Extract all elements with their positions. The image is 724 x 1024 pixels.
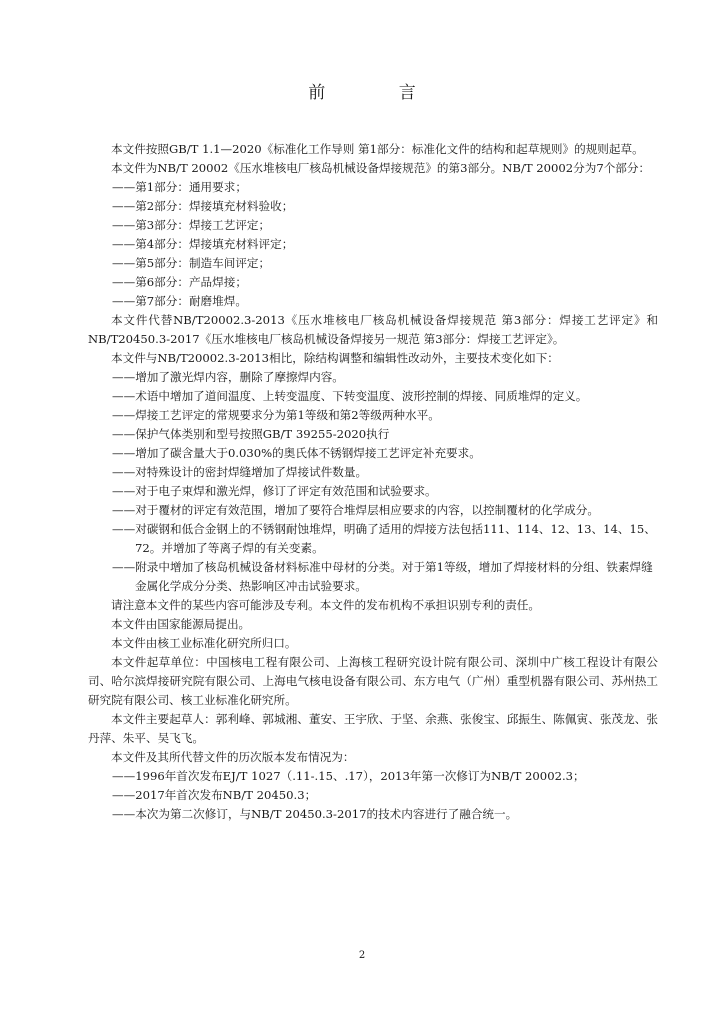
paragraph: 本文件由国家能源局提出。 — [111, 617, 251, 631]
list-item: ——第6部分：产品焊接； — [112, 275, 247, 289]
list-item: ——本次为第二次修订，与NB/T 20450.3-2017的技术内容进行了融合统一。 — [112, 807, 518, 821]
paragraph: 本文件主要起草人：郭利峰、郭城湘、董安、王宇欣、于坚、余燕、张俊宝、邱振生、陈佩寅、张茂龙、张丹萍、朱平、吴飞飞。 — [88, 712, 658, 745]
list-item: ——第3部分：焊接工艺评定； — [112, 218, 271, 232]
list-item: ——增加了激光焊内容，删除了摩擦焊内容。 — [112, 370, 344, 384]
list-item: ——第7部分：耐磨堆焊。 — [112, 294, 247, 308]
list-item: ——第1部分：通用要求； — [112, 180, 247, 194]
list-item: ——2017年首次发布NB/T 20450.3； — [112, 788, 317, 802]
list-item: ——焊接工艺评定的常规要求分为第1等级和第2等级两种水平。 — [112, 408, 440, 422]
list-item: ——保护气体类别和型号按照GB/T 39255-2020执行 — [112, 427, 390, 441]
paragraph: 本文件及其所代替文件的历次版本发布情况为： — [111, 750, 355, 764]
paragraph: 本文件与NB/T20002.3-2013相比，除结构调整和编辑性改动外，主要技术变化如下： — [111, 351, 559, 365]
paragraph: 本文件按照GB/T 1.1—2020《标准化工作导则 第1部分：标准化文件的结构和起草规则》的规则起草。 — [111, 142, 644, 156]
list-item: ——对碳钢和低合金钢上的不锈钢耐蚀堆焊，明确了适用的焊接方法包括111、114、12、13、14、15、72。并增加了等离子焊的有关变素。 — [112, 522, 656, 555]
list-item: ——第4部分：焊接填充材料评定； — [112, 237, 294, 251]
paragraph: 本文件由核工业标准化研究所归口。 — [111, 636, 297, 650]
paragraph: 本文件代替NB/T20002.3-2013《压水堆核电厂核岛机械设备焊接规范 第3部分：焊接工艺评定》和NB/T20450.3-2017《压水堆核电厂核岛机械设备焊接另一规范 第3部分：焊接工艺评定》。 — [88, 313, 658, 346]
paragraph: 本文件起草单位：中国核电工程有限公司、上海核工程研究设计院有限公司、深圳中广核工程设计有限公司、哈尔滨焊接研究院有限公司、上海电气核电设备有限公司、东方电气（广州）重型机器有限公司、苏州热工研究院有限公司、核工业标准化研究所。 — [88, 655, 658, 707]
paragraph: 本文件为NB/T 20002《压水堆核电厂核岛机械设备焊接规范》的第3部分。NB/T 20002分为7个部分： — [111, 161, 651, 175]
page-title: 前 言 — [308, 83, 450, 103]
list-item: ——对于电子束焊和激光焊，修订了评定有效范围和试验要求。 — [112, 484, 437, 498]
document-body — [88, 140, 658, 824]
list-item: ——1996年首次发布EJ/T 1027（.11-.15、.17），2013年第一次修订为NB/T 20002.3； — [112, 769, 585, 783]
list-item: ——第5部分：制造车间评定； — [112, 256, 271, 270]
list-item: ——对于覆材的评定有效范围，增加了要符合堆焊层相应要求的内容，以控制覆材的化学成分。 — [112, 503, 599, 517]
page-number: 2 — [358, 950, 366, 961]
list-item: ——术语中增加了道间温度、上转变温度、下转变温度、波形控制的焊接、同质堆焊的定义。 — [112, 389, 588, 403]
list-item: ——附录中增加了核岛机械设备材料标准中母材的分类。对于第1等级，增加了焊接材料的分组、铁素焊缝金属化学成分分类、热影响区冲击试验要求。 — [112, 560, 653, 593]
list-item: ——增加了碳含量大于0.030%的奥氏体不锈钢焊接工艺评定补充要求。 — [112, 446, 481, 460]
paragraph: 请注意本文件的某些内容可能涉及专利。本文件的发布机构不承担识别专利的责任。 — [111, 598, 540, 612]
list-item: ——第2部分：焊接填充材料验收； — [112, 199, 294, 213]
list-item: ——对特殊设计的密封焊缝增加了焊接试件数量。 — [112, 465, 368, 479]
